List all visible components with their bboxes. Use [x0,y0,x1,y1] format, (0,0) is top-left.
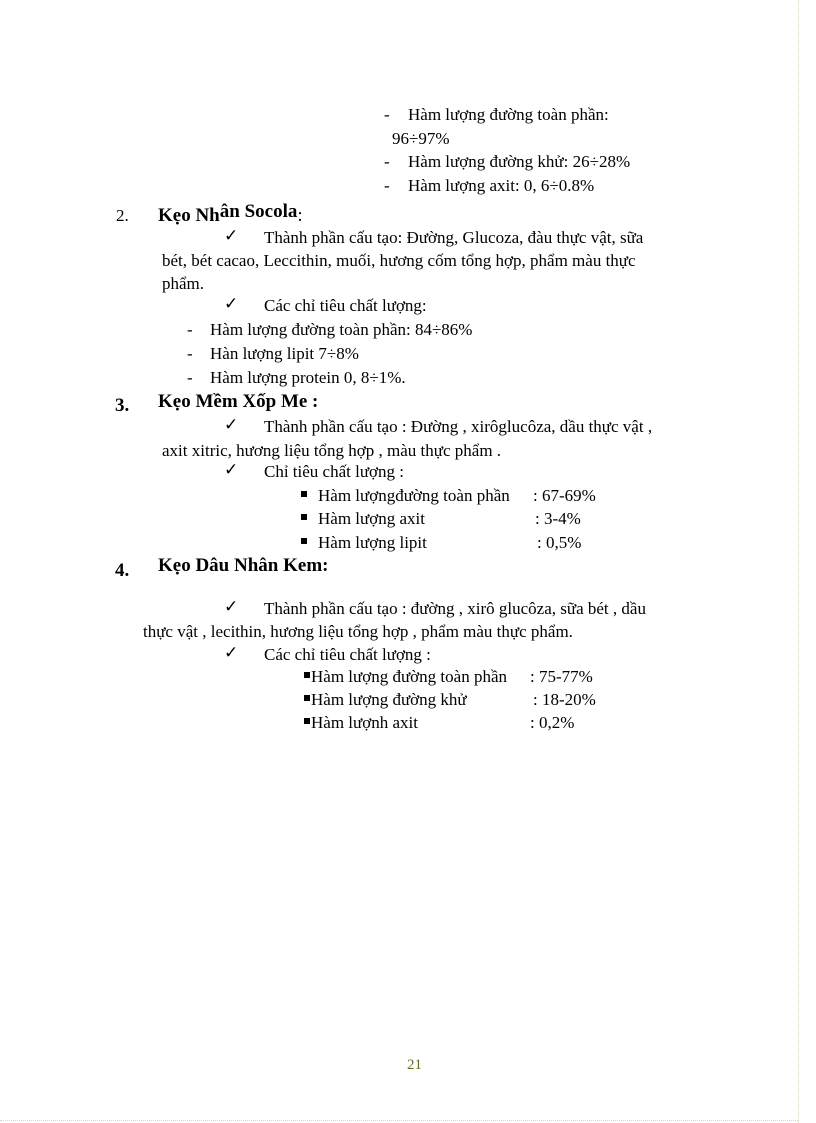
list-dash: - [187,368,193,387]
quality-label: Hàm lượng đường khử [311,690,467,709]
square-bullet-icon [301,491,307,497]
check-icon: ✓ [224,294,239,313]
composition-text: Thành phần cấu tạo : đường , xirô glucôza, sữa bét , dầu [264,599,646,618]
quality-title: Chỉ tiêu chất lượng : [264,462,405,481]
quality-value: : 0,2% [530,713,575,732]
quality-label: Hàm lượnh axit [311,713,418,732]
square-bullet-icon [301,538,307,544]
page-frame-right [798,0,799,1123]
section-title: Kẹo Dâu Nhân Kem: [158,555,329,576]
page-frame-bottom [0,1120,798,1121]
quality-value: : 67-69% [533,486,596,505]
section-number: 4. [115,560,130,581]
square-bullet-icon [304,672,310,678]
section-title-colon: : [297,205,303,226]
quality-value: : 3-4% [535,509,581,528]
quality-value: : 0,5% [537,533,582,552]
quality-value: : 18-20% [533,690,596,709]
list-item: Hàm lượng đường khử: 26÷28% [408,152,631,171]
quality-label: Hàm lượng lipit [318,533,427,552]
square-bullet-icon [304,718,310,724]
quality-label: Hàm lượngđường toàn phần [318,486,510,505]
list-dash: - [187,320,193,339]
quality-item: Hàm lượng đường toàn phần: 84÷86% [210,320,473,339]
list-dash: - [384,176,390,195]
quality-label: Hàm lượng axit [318,509,425,528]
square-bullet-icon [301,514,307,520]
page-number: 21 [407,1057,422,1073]
list-dash: - [384,105,390,124]
check-icon: ✓ [224,415,239,434]
section-number: 2. [116,206,129,225]
list-dash: - [187,344,193,363]
composition-text: Thành phần cấu tạo : Đường , xirôglucôza, dầu thực vật , [264,417,653,436]
section-title-part-a: Kẹo Nh [158,205,220,226]
section-title: Kẹo Mềm Xốp Me : [158,391,319,412]
list-dash: - [384,152,390,171]
list-item: Hàm lượng đường toàn phần: [408,105,609,124]
quality-item: Hàn lượng lipit 7÷8% [210,344,359,363]
composition-text: Thành phần cấu tạo: Đường, Glucoza, đàu thực vật, sữa [264,228,644,247]
composition-text: bét, bét cacao, Leccithin, muối, hương cốm tổng hợp, phẩm màu thực [162,251,636,270]
check-icon: ✓ [224,643,239,662]
composition-text: axit xitric, hương liệu tổng hợp , màu thực phẩm . [162,441,502,460]
list-item: Hàm lượng axit: 0, 6÷0.8% [408,176,595,195]
section-title-part-b: ân Socola [219,201,298,222]
composition-text: thực vật , lecithin, hương liệu tổng hợp , phẩm màu thực phẩm. [143,622,573,641]
quality-item: Hàm lượng protein 0, 8÷1%. [210,368,406,387]
check-icon: ✓ [224,226,239,245]
quality-label: Hàm lượng đường toàn phần [311,667,507,686]
check-icon: ✓ [224,597,239,616]
quality-title: Các chỉ tiêu chất lượng : [264,645,431,664]
check-icon: ✓ [224,460,239,479]
quality-value: : 75-77% [530,667,593,686]
composition-text: phẩm. [162,274,205,293]
section-title [158,201,303,227]
square-bullet-icon [304,695,310,701]
list-item-continued: 96÷97% [392,129,450,148]
quality-title: Các chỉ tiêu chất lượng: [264,296,427,315]
section-number: 3. [115,395,130,416]
